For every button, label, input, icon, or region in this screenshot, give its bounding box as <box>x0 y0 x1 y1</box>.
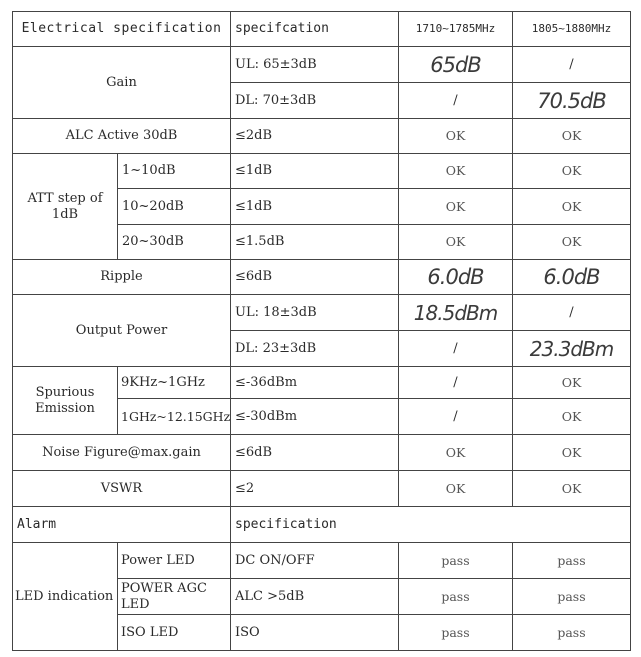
led-value-1-1805: pass <box>557 552 586 568</box>
gain-ul-value-1805: / <box>569 56 574 72</box>
alc-spec: ≤2dB <box>235 128 273 143</box>
gain-ul-spec: UL: 65±3dB <box>235 56 317 72</box>
output-dl-value-1710: / <box>453 340 458 356</box>
header-electrical-spec: Electrical specification <box>21 21 222 36</box>
led-sub-2: POWER AGC LED <box>121 580 207 612</box>
alc-value-1710: OK <box>445 128 466 143</box>
spurious-spec-2: ≤-30dBm <box>235 408 298 424</box>
att-spec-3: ≤1.5dB <box>235 234 285 249</box>
spurious-sub-2: 1GHz~12.15GHz <box>121 408 231 424</box>
output-dl-spec: DL: 23±3dB <box>235 340 317 356</box>
att-value-2-1710: OK <box>445 198 466 214</box>
vswr-value-1805: OK <box>561 480 582 496</box>
ripple-value-1710: 6.0dB <box>427 265 484 289</box>
ripple-label: Ripple <box>100 269 143 284</box>
noise-figure-value-1805: OK <box>561 444 582 460</box>
vswr-label: VSWR <box>100 480 143 496</box>
led-value-1-1710: pass <box>441 552 470 568</box>
header-band-1805: 1805~1880MHz <box>531 22 612 35</box>
spurious-spec-1: ≤-36dBm <box>235 374 298 390</box>
output-ul-spec: UL: 18±3dB <box>235 304 317 320</box>
att-label: ATT step of 1dB <box>27 190 103 222</box>
noise-figure-label: Noise Figure@max.gain <box>42 444 201 460</box>
att-value-1-1710: OK <box>445 163 466 178</box>
att-value-3-1805: OK <box>561 234 582 249</box>
led-sub-1: Power LED <box>121 552 195 568</box>
alarm-label: Alarm <box>17 516 57 532</box>
led-indication-label: LED indication <box>15 588 114 604</box>
noise-figure-spec: ≤6dB <box>235 444 273 460</box>
spurious-value-2-1710: / <box>453 408 458 424</box>
gain-ul-value-1710: 65dB <box>430 52 481 77</box>
spurious-value-2-1805: OK <box>561 408 582 424</box>
gain-dl-value-1805: 70.5dB <box>537 88 606 113</box>
led-spec-1: DC ON/OFF <box>235 552 315 568</box>
vswr-value-1710: OK <box>445 480 466 496</box>
led-value-3-1805: pass <box>557 624 586 640</box>
att-value-1-1805: OK <box>561 163 582 178</box>
spurious-value-1-1805: OK <box>561 374 582 390</box>
output-power-label: Output Power <box>75 322 168 338</box>
att-sub-1: 1~10dB <box>122 163 176 178</box>
spurious-value-1-1710: / <box>453 374 458 390</box>
vswr-spec: ≤2 <box>235 480 255 496</box>
gain-dl-spec: DL: 70±3dB <box>235 92 317 108</box>
noise-figure-value-1710: OK <box>445 444 466 460</box>
att-value-3-1710: OK <box>445 234 466 249</box>
spurious-label: Spurious Emission <box>35 384 95 416</box>
att-sub-2: 10~20dB <box>122 198 184 214</box>
output-dl-value-1805: 23.3dBm <box>529 336 614 361</box>
gain-dl-value-1710: / <box>453 92 458 108</box>
led-value-2-1710: pass <box>441 588 470 604</box>
output-ul-value-1710: 18.5dBm <box>413 300 498 325</box>
led-spec-2: ALC >5dB <box>235 588 305 604</box>
att-spec-2: ≤1dB <box>235 198 273 214</box>
ripple-value-1805: 6.0dB <box>543 265 600 289</box>
att-spec-1: ≤1dB <box>235 163 273 178</box>
spurious-sub-1: 9KHz~1GHz <box>121 374 205 390</box>
att-sub-3: 20~30dB <box>122 234 184 249</box>
led-spec-3: ISO <box>235 624 260 640</box>
alarm-spec-label: specification <box>235 516 337 532</box>
gain-label: Gain <box>106 74 137 90</box>
output-ul-value-1805: / <box>569 304 574 320</box>
alc-value-1805: OK <box>561 128 582 143</box>
header-band-1710: 1710~1785MHz <box>415 22 496 35</box>
ripple-spec: ≤6dB <box>235 269 273 284</box>
alc-label: ALC Active 30dB <box>65 128 178 143</box>
att-value-2-1805: OK <box>561 198 582 214</box>
led-value-3-1710: pass <box>441 624 470 640</box>
led-sub-3: ISO LED <box>121 624 179 640</box>
led-value-2-1805: pass <box>557 588 586 604</box>
header-specification: specifcation <box>235 21 329 36</box>
